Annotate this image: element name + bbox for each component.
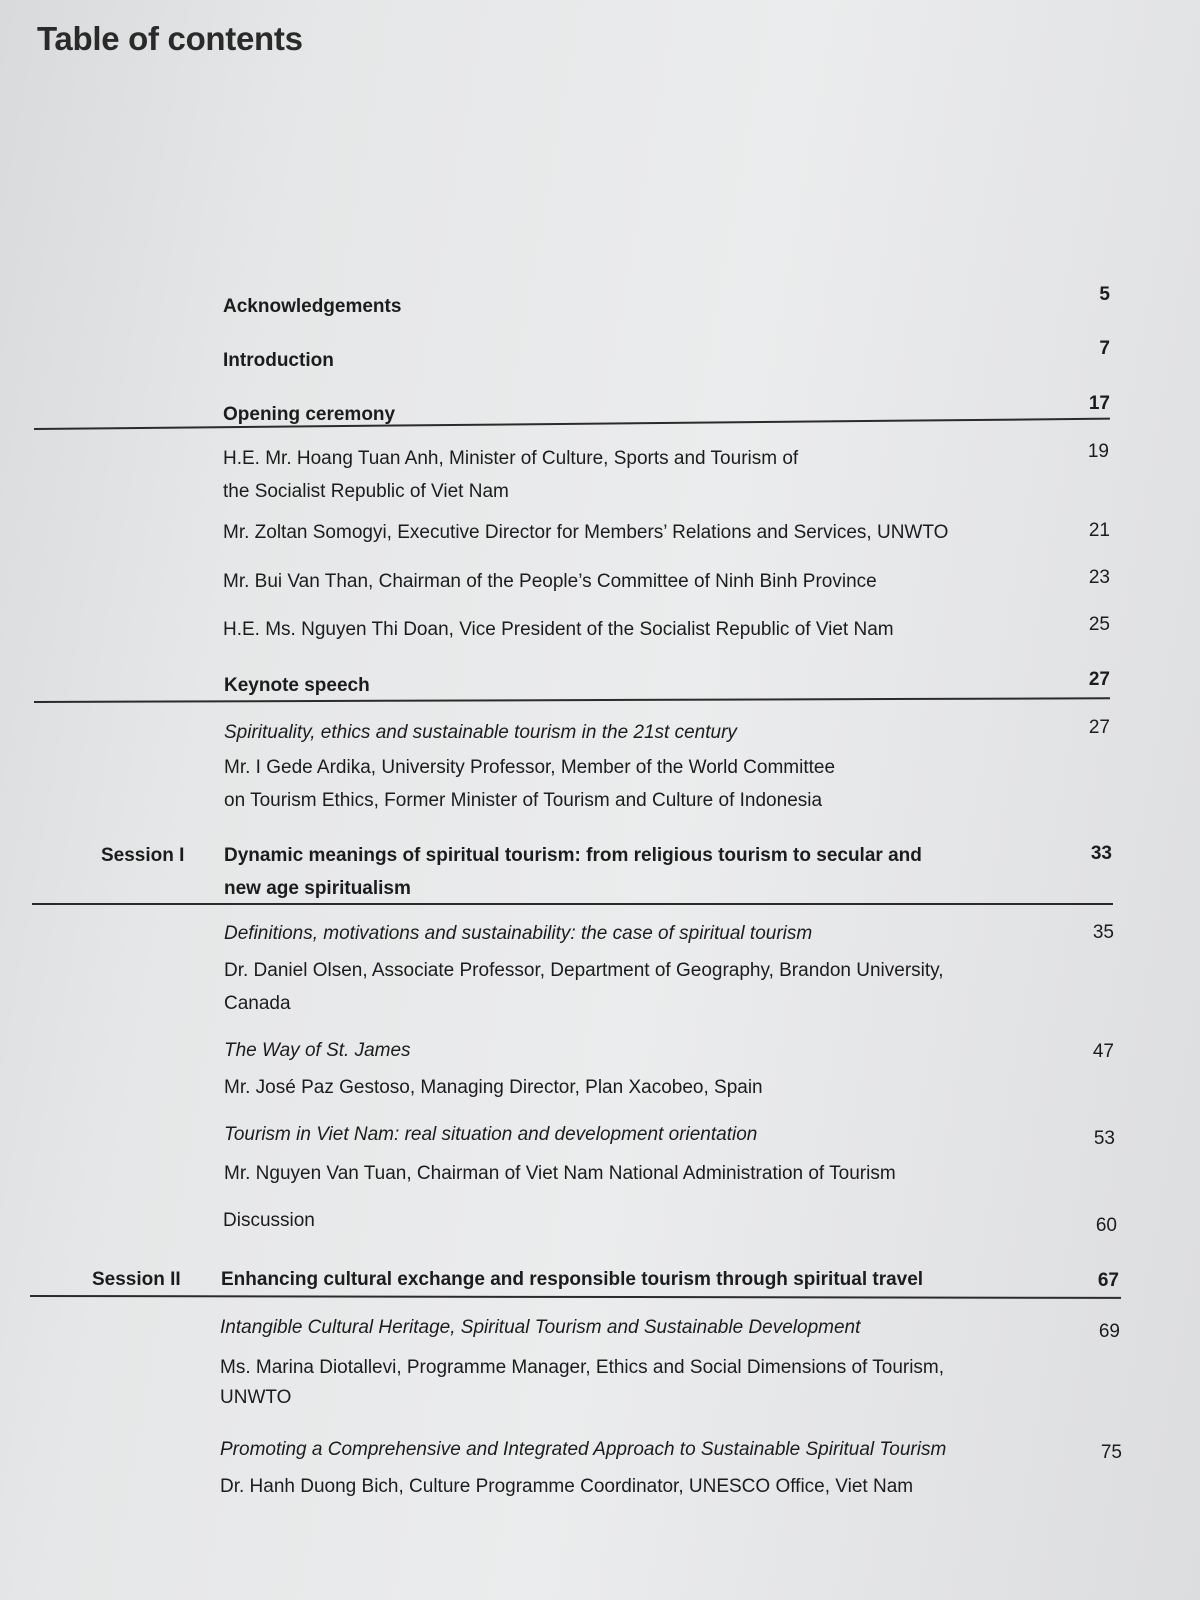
page-number-vn: 53 (1093, 1128, 1115, 1149)
toc-entry-nguyen-doan[interactable]: H.E. Ms. Nguyen Thi Doan, Vice President of the Socialist Republic of Viet Nam (223, 619, 894, 640)
toc-entry-discussion[interactable]: Discussion (223, 1210, 315, 1231)
toc-entry-way-title[interactable]: The Way of St. James (224, 1040, 411, 1061)
toc-entry-gestoso[interactable]: Mr. José Paz Gestoso, Managing Director, Plan Xacobeo, Spain (224, 1077, 763, 1098)
toc-entry-ardika-line2[interactable]: on Tourism Ethics, Former Minister of Tourism and Culture of Indonesia (224, 790, 823, 811)
toc-entry-acknowledgements[interactable]: Acknowledgements (223, 296, 402, 317)
session-label-2: Session II (92, 1269, 181, 1290)
toc-entry-zoltan[interactable]: Mr. Zoltan Somogyi, Executive Director for Members’ Relations and Services, UNWTO (223, 522, 949, 543)
toc-entry-bui[interactable]: Mr. Bui Van Than, Chairman of the People’s Committee of Ninh Binh Province (223, 571, 877, 592)
toc-entry-introduction[interactable]: Introduction (223, 350, 334, 371)
page-number-hoang: 19 (1087, 441, 1109, 462)
page-number-opening-ceremony: 17 (1088, 393, 1110, 414)
toc-entry-olsen-line1[interactable]: Dr. Daniel Olsen, Associate Professor, Department of Geography, Brandon University, (224, 960, 944, 981)
page-number-way: 47 (1092, 1041, 1114, 1062)
section-heading-keynote[interactable]: Keynote speech (224, 675, 370, 696)
toc-entry-hanh[interactable]: Dr. Hanh Duong Bich, Culture Programme Coordinator, UNESCO Office, Viet Nam (220, 1476, 914, 1497)
session-label-1: Session I (101, 845, 185, 866)
page-number-session-1: 33 (1090, 843, 1112, 864)
page-number-session-2: 67 (1097, 1270, 1119, 1291)
page-number-keynote: 27 (1088, 669, 1110, 690)
toc-entry-hoang-line1[interactable]: H.E. Mr. Hoang Tuan Anh, Minister of Culture, Sports and Tourism of (223, 448, 799, 469)
toc-entry-diotallevi-line1[interactable]: Ms. Marina Diotallevi, Programme Manager, Ethics and Social Dimensions of Tourism, (220, 1357, 945, 1378)
section-heading-opening-ceremony[interactable]: Opening ceremony (223, 404, 396, 425)
toc-entry-ich-title[interactable]: Intangible Cultural Heritage, Spiritual Tourism and Sustainable Development (220, 1317, 861, 1338)
toc-entry-ardika-line1[interactable]: Mr. I Gede Ardika, University Professor, Member of the World Committee (224, 757, 836, 778)
toc-entry-definitions-title[interactable]: Definitions, motivations and sustainability: the case of spiritual tourism (224, 923, 813, 944)
toc-entry-promoting-title[interactable]: Promoting a Comprehensive and Integrated Approach to Sustainable Spiritual Tourism (220, 1439, 947, 1460)
page-number-ich: 69 (1098, 1321, 1120, 1342)
page-number-discussion: 60 (1095, 1215, 1117, 1236)
toc-entry-diotallevi-line2[interactable]: UNWTO (220, 1387, 292, 1408)
page-number-promoting: 75 (1100, 1442, 1122, 1463)
toc-entry-olsen-line2[interactable]: Canada (224, 993, 291, 1014)
page-title: Table of contents (37, 20, 303, 57)
toc-entry-vn-title[interactable]: Tourism in Viet Nam: real situation and development orientation (224, 1124, 758, 1145)
section-divider (34, 697, 1110, 702)
session-title-2[interactable]: Enhancing cultural exchange and responsible tourism through spiritual travel (221, 1269, 924, 1290)
page-number-acknowledgements: 5 (1099, 284, 1110, 305)
page-number-nguyen-doan: 25 (1088, 614, 1110, 635)
session-title-1-line1[interactable]: Dynamic meanings of spiritual tourism: from religious tourism to secular and (224, 845, 922, 866)
page-number-bui: 23 (1088, 567, 1110, 588)
page-number-introduction: 7 (1099, 338, 1110, 359)
page-number-zoltan: 21 (1088, 520, 1110, 541)
section-divider (32, 903, 1113, 905)
page-number-definitions: 35 (1092, 922, 1114, 943)
page-number-spirituality: 27 (1088, 717, 1110, 738)
toc-entry-hoang-line2[interactable]: the Socialist Republic of Viet Nam (223, 481, 509, 502)
toc-entry-spirituality-title[interactable]: Spirituality, ethics and sustainable tourism in the 21st century (224, 722, 737, 743)
section-divider (30, 1295, 1121, 1298)
section-divider (34, 418, 1110, 430)
toc-entry-tuan[interactable]: Mr. Nguyen Van Tuan, Chairman of Viet Nam National Administration of Tourism (224, 1163, 896, 1184)
session-title-1-line2[interactable]: new age spiritualism (224, 878, 411, 899)
